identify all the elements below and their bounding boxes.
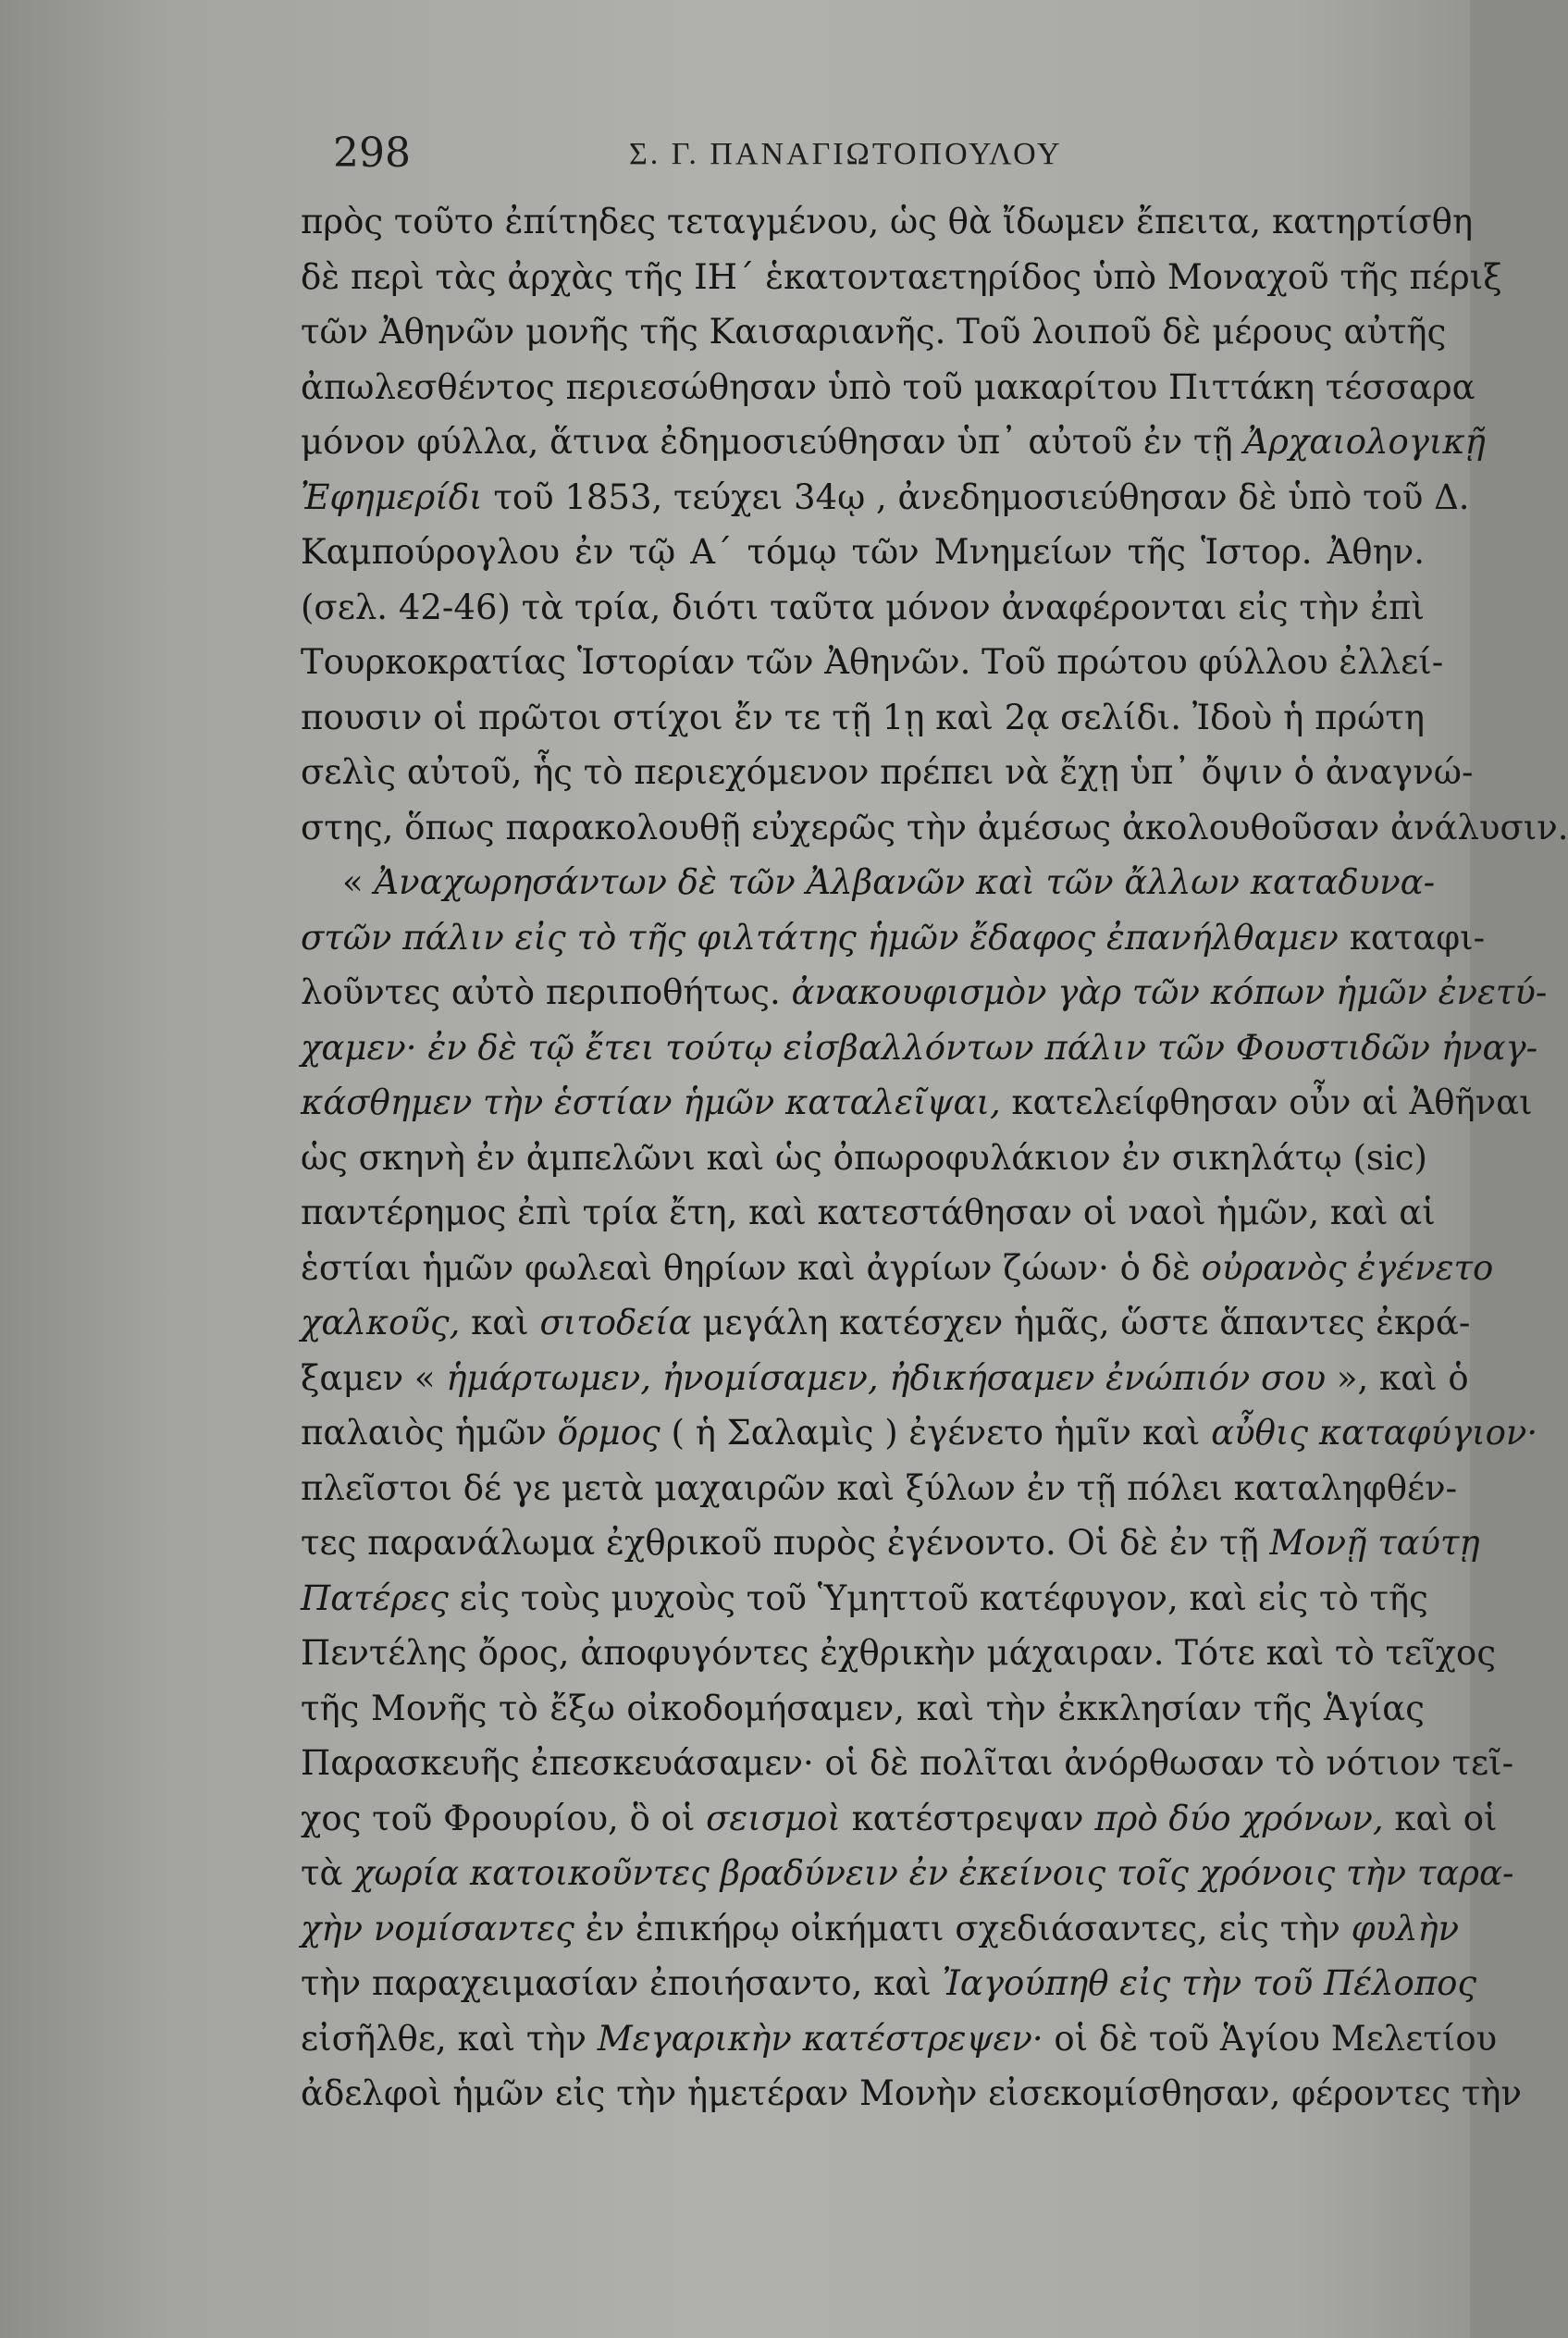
italic-text: χὴν νομίσαντες [301,1908,574,1948]
text-segment: τῆς Μονῆς τὸ ἔξω οἰκοδομήσαμεν, καὶ τὴν ἐκκλησίαν τῆς Ἁγίας [301,1688,1425,1728]
text-segment: ἀπωλεσθέντος περιεσώθησαν ὑπὸ τοῦ μακαρίτου Πιττάκη τέσσαρα [301,366,1475,407]
italic-text: αὖθις καταφύγιον· [1211,1413,1538,1453]
page-number: 298 [333,130,411,177]
text-line [301,1241,1494,1296]
text-line [301,194,1474,250]
text-line [301,1681,1425,1737]
text-segment: οἱ δὲ τοῦ Ἁγίου Μελετίου [1043,2018,1498,2059]
text-line [301,2066,1522,2122]
text-segment: εἰς τοὺς μυχοὺς τοῦ Ὑμηττοῦ κατέφυγον, καὶ εἰς τὸ τῆς [448,1577,1428,1618]
text-segment: μόνον φύλλα, ἅτινα ἐδημοσιεύθησαν ὑπ᾿ αὐτοῦ ἐν τῇ [301,422,1244,462]
text-segment: χος τοῦ Φρουρίου, ὃ οἱ [301,1798,707,1838]
text-line [301,745,1474,800]
text-segment: δὲ περὶ τὰς ἀρχὰς τῆς ΙΗ΄ ἑκατονταετηρίδος ὑπὸ Μοναχοῦ τῆς πέριξ [301,256,1502,297]
text-segment: τες παρανάλωμα ἐχθρικοῦ πυρὸς ἐγένοντο. Οἱ δὲ ἐν τῇ [301,1523,1270,1563]
text-line [301,1956,1477,2011]
italic-text: στῶν πάλιν εἰς τὸ τῆς φιλτάτης ἡμῶν ἔδαφος ἐπανήλθαμεν [301,917,1339,958]
italic-text: Ἐφημερίδι [301,476,483,517]
text-line [301,470,1470,526]
text-segment: τὴν παραχειμασίαν ἐποιήσαντο, καὶ [301,1963,943,2003]
text-segment: ἐν ἐπικήρῳ οἰκήματι σχεδιάσαντες, εἰς τὴν [574,1908,1352,1948]
text-segment: πουσιν οἱ πρῶτοι στίχοι ἔν τε τῇ 1ῃ καὶ 2ᾳ σελίδι. Ἰδοὺ ἡ πρώτη [301,697,1425,737]
text-segment: ξαμεν « [301,1357,447,1398]
text-line [301,1571,1428,1627]
text-segment: Πεντέλης ὄρος, ἀποφυγόντες ἐχθρικὴν μάχαιραν. Τότε καὶ τὸ τεῖχος [301,1633,1497,1673]
text-segment: ( ἡ Σαλαμὶς ) ἐγένετο ἡμῖν καὶ [660,1413,1212,1453]
text-segment: εἰσῆλθε, καὶ τὴν [301,2018,598,2059]
text-line [301,635,1444,690]
italic-text: ἡμάρτωμεν, ἠνομίσαμεν, ἠδικήσαμεν ἐνώπιόν σου [446,1357,1327,1398]
text-line [301,1075,1533,1131]
text-segment: παντέρημος ἐπὶ τρία ἔτη, καὶ κατεστάθησαν οἱ ναοὶ ἡμῶν, καὶ αἱ [301,1193,1436,1232]
text-line [301,1901,1460,1957]
text-line [301,910,1486,966]
text-segment: », καὶ ὁ [1326,1357,1469,1398]
running-head: Σ. Γ. ΠΑΝΑΓΙΩΤΟΠΟΥΛΟΥ [629,137,1063,171]
italic-text: χαμεν· ἐν δὲ τῷ ἔτει τούτῳ εἰσβαλλόντων πάλιν τῶν Φουστιδῶν ἠναγ- [301,1027,1538,1068]
text-line [301,360,1475,415]
italic-text: Ἀρχαιολογικῇ [1243,422,1486,462]
text-line [301,2011,1498,2067]
text-line [301,1405,1538,1461]
italic-text: Ἰαγούπηθ εἰς τὴν τοῦ Πέλοπος [942,1963,1477,2003]
text-segment: τὰ [301,1853,354,1893]
text-segment: Καμπούρογλου ἐν τῷ Α΄ τόμῳ τῶν Μνημείων τῆς Ἱστορ. Ἀθην. [301,532,1425,572]
text-segment: κατελείφθησαν οὖν αἱ Ἀθῆναι [1000,1082,1533,1122]
text-segment: ἀδελφοὶ ἡμῶν εἰς τὴν ἡμετέραν Μονὴν εἰσεκομίσθησαν, φέροντες τὴν [301,2073,1522,2113]
text-line [301,1515,1480,1571]
italic-text: Μονῇ ταύτῃ [1269,1523,1480,1563]
text-segment: λοῦντες αὐτὸ περιποθήτως. [301,972,792,1012]
text-line [301,1461,1458,1516]
italic-text: Πατέρες [301,1577,449,1618]
text-segment: ὡς σκηνὴ ἐν ἀμπελῶνι καὶ ὡς ὀπωροφυλάκιον ἐν σικηλάτῳ (sic) [301,1137,1427,1178]
text-segment: κατέστρεψαν [840,1798,1095,1838]
italic-text: Ἀναχωρησάντων δὲ τῶν Ἀλβανῶν καὶ τῶν ἄλλων καταδυνα- [374,862,1436,902]
italic-text: κάσθημεν τὴν ἑστίαν ἡμῶν καταλεῖψαι, [301,1082,1001,1122]
text-segment: στης, ὅπως παρακολουθῇ εὐχερῶς τὴν ἀμέσως ἀκολουθοῦσαν ἀνάλυσιν. [301,807,1568,847]
text-line [301,414,1486,470]
text-line [301,1846,1514,1901]
text-line [301,855,1436,910]
body-text [301,194,1568,2122]
text-segment: τῶν Ἀθηνῶν μονῆς τῆς Καισαριανῆς. Τοῦ λοιποῦ δὲ μέρους αὐτῆς [301,312,1447,352]
text-line [301,580,1425,636]
text-segment: καὶ οἱ [1383,1798,1498,1838]
text-segment: πλεῖστοι δέ γε μετὰ μαχαιρῶν καὶ ξύλων ἐν τῇ πόλει καταληφθέν- [301,1467,1458,1508]
italic-text: φυλὴν [1351,1908,1460,1948]
text-line [301,965,1548,1021]
text-line [301,1295,1471,1351]
italic-text: Μεγαρικὴν κατέστρεψεν· [597,2018,1043,2059]
text-line [301,1351,1469,1406]
text-segment: Παρασκευῆς ἐπεσκευάσαμεν· οἱ δὲ πολῖται ἀνόρθωσαν τὸ νότιον τεῖ- [301,1743,1514,1783]
text-line [301,250,1502,305]
italic-text: ὅρμος [557,1413,661,1453]
italic-text: σιτοδεία [539,1303,692,1342]
italic-text: σεισμοὶ [706,1798,841,1838]
text-line [301,1736,1514,1791]
text-segment: (σελ. 42-46) τὰ τρία, διότι ταῦτα μόνον ἀναφέρονται εἰς τὴν ἐπὶ [301,587,1425,627]
text-segment: ἑστίαι ἡμῶν φωλεαὶ θηρίων καὶ ἀγρίων ζώων· ὁ δὲ [301,1247,1202,1288]
text-line [301,1021,1538,1076]
italic-text: οὐρανὸς ἐγένετο [1201,1247,1494,1288]
text-segment: μεγάλη κατέσχεν ἡμᾶς, ὥστε ἅπαντες ἐκρά- [691,1303,1471,1342]
italic-text: χωρία κατοικοῦντες βραδύνειν ἐν ἐκείνοις τοῖς χρόνοις τὴν ταρα- [353,1853,1514,1893]
italic-text: πρὸ δύο χρόνων, [1094,1798,1384,1838]
italic-text: χαλκοῦς, [301,1303,461,1342]
page-header [333,130,1147,185]
text-segment: καὶ [460,1303,540,1342]
text-segment: σελὶς αὐτοῦ, ἧς τὸ περιεχόμενον πρέπει νὰ ἔχῃ ὑπ᾿ ὄψιν ὁ ἀναγνώ- [301,752,1474,792]
text-line [301,1185,1436,1241]
text-line [301,1131,1425,1186]
text-segment: πρὸς τοῦτο ἐπίτηδες τεταγμένου, ὡς θὰ ἴδωμεν ἔπειτα, κατηρτίσθη [301,202,1474,241]
text-segment: καταφι- [1338,917,1486,958]
text-line [301,1791,1498,1847]
text-line [301,304,1447,360]
text-segment: Τουρκοκρατίας Ἱστορίαν τῶν Ἀθηνῶν. Τοῦ πρώτου φύλλου ἐλλεί- [301,642,1444,682]
text-segment: παλαιὸς ἡμῶν [301,1413,558,1453]
italic-text: ἀνακουφισμὸν γὰρ τῶν κόπων ἡμῶν ἐνετύ- [791,972,1548,1012]
text-line [301,690,1425,746]
text-line [301,800,1568,856]
text-segment: « [342,862,375,902]
text-line [301,1626,1497,1681]
text-segment: τοῦ 1853, τεύχει 34ῳ , ἀνεδημοσιεύθησαν δὲ ὑπὸ τοῦ Δ. [482,476,1470,517]
text-line [301,525,1425,580]
